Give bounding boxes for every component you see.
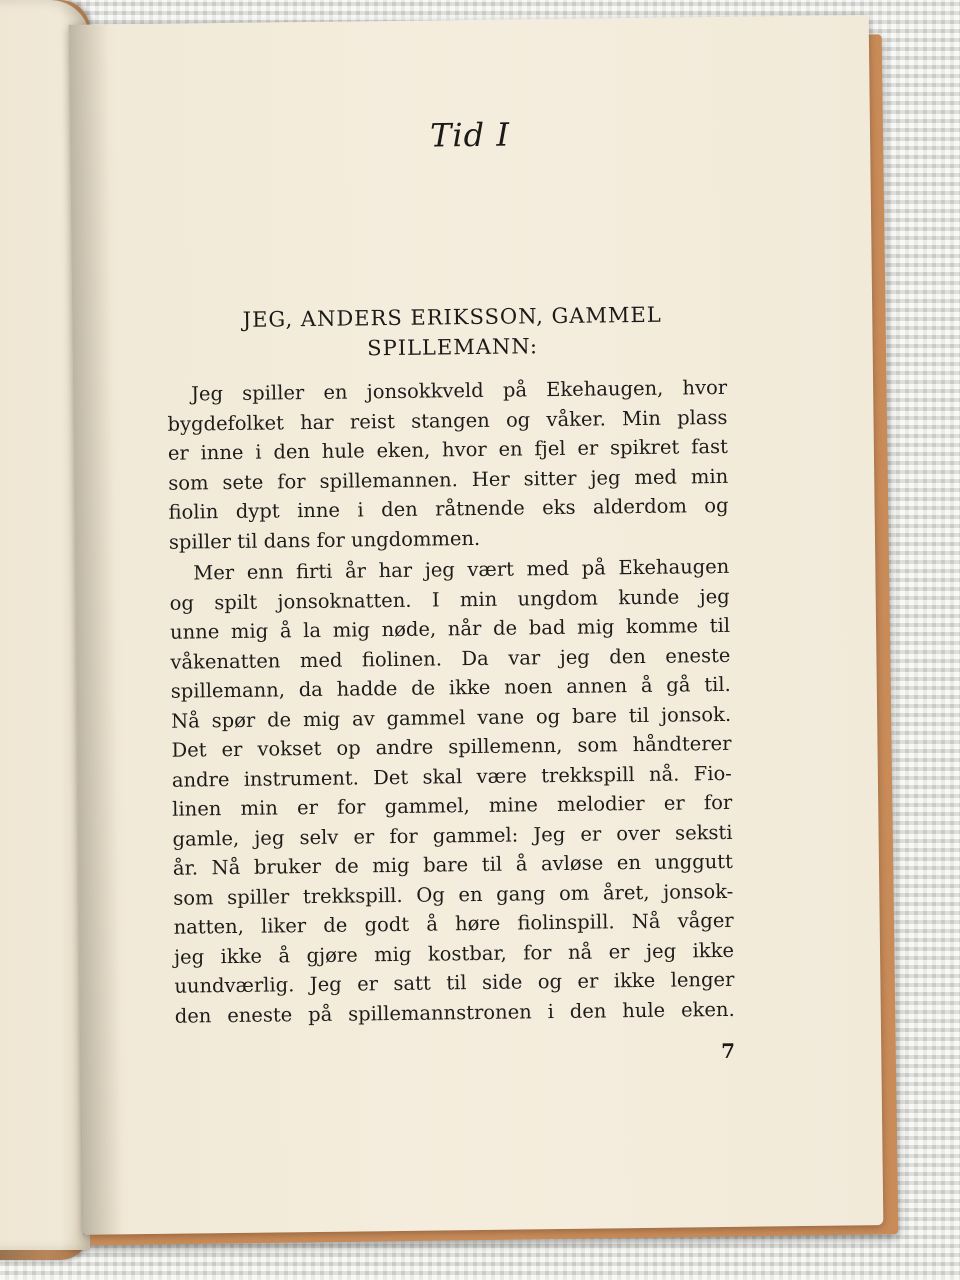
chapter-title: Tid I bbox=[429, 115, 511, 155]
paragraph bbox=[167, 373, 729, 557]
text-line: natten, liker de godt å høre fiolinspill. Nå våger bbox=[173, 908, 734, 939]
text-line: våkenatten med fiolinen. Da var jeg den eneste bbox=[170, 643, 731, 674]
text-line: og spilt jonsoknatten. I min ungdom kunde jeg bbox=[169, 584, 730, 615]
text-line: linen min er for gammel, mine melodier er for bbox=[172, 790, 733, 821]
text-line: Jeg spiller en jonsokkveld på Ekehaugen, hvor bbox=[191, 375, 728, 406]
paragraph bbox=[169, 552, 735, 1031]
body-text bbox=[167, 373, 735, 1031]
text-line: spiller til dans for ungdommen. bbox=[168, 526, 481, 554]
text-line: Det er vokset op andre spillemenn, som håndterer bbox=[171, 731, 732, 762]
text-line: unne mig å la mig nøde, når de bad mig komme til bbox=[169, 613, 731, 644]
text-line: fiolin dypt inne i den råtnende eks alderdom og bbox=[168, 493, 729, 524]
text-line: år. Nå bruker de mig bare til å avløse en unggutt bbox=[172, 849, 734, 880]
text-line: som spiller trekkspill. Og en gang om året, jonsok- bbox=[173, 879, 734, 910]
section-heading bbox=[172, 299, 733, 366]
section-heading-line: JEG, ANDERS ERIKSSON, GAMMEL bbox=[242, 302, 662, 332]
text-line: jeg ikke å gjøre mig kostbar, for nå er jeg ikke bbox=[173, 938, 735, 969]
text-line: Nå spør de mig av gammel vane og bare til jonsok. bbox=[171, 702, 732, 733]
book-page bbox=[69, 15, 884, 1235]
text-line: er inne i den hule eken, hvor en fjel er spikret fast bbox=[167, 434, 728, 465]
section-heading-line: SPILLEMANN: bbox=[367, 334, 539, 361]
text-line: den eneste på spillemannstronen i den hule eken. bbox=[174, 997, 735, 1028]
text-line: Mer enn firti år har jeg vært med på Ekehaugen bbox=[193, 554, 730, 585]
text-line: gamle, jeg selv er for gammel: Jeg er over seksti bbox=[172, 820, 733, 851]
text-line: spillemann, da hadde de ikke noen annen å gå til. bbox=[170, 672, 731, 703]
text-line: uundværlig. Jeg er satt til side og er ikke lenger bbox=[174, 967, 735, 998]
text-line: som sete for spillemannen. Her sitter jeg med min bbox=[168, 464, 729, 495]
page-number: 7 bbox=[721, 1038, 736, 1064]
text-line: andre instrument. Det skal være trekkspill nå. Fio- bbox=[171, 761, 732, 792]
text-line: bygdefolket har reist stangen og våker. Min plass bbox=[167, 405, 728, 436]
